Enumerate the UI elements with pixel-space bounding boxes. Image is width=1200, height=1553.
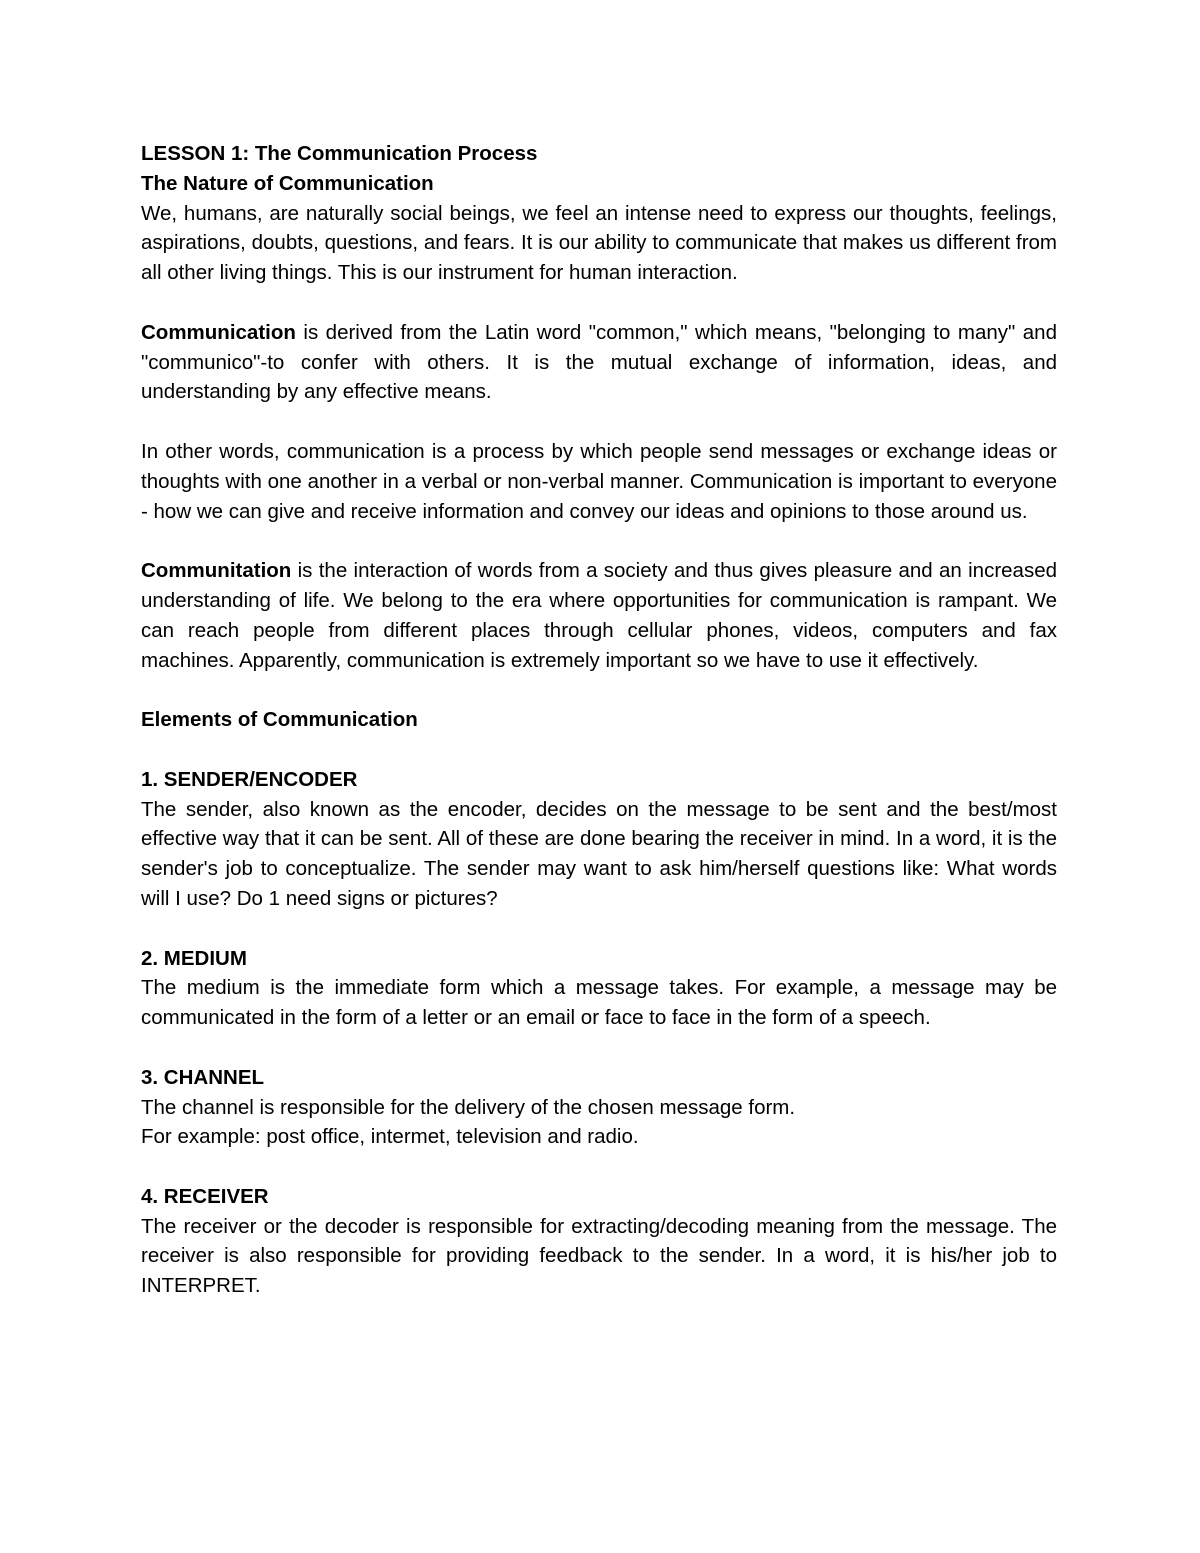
lesson-title: LESSON 1: The Communication Process xyxy=(141,142,538,165)
spacer xyxy=(141,914,1057,944)
paragraph-communication-definition xyxy=(141,318,1057,407)
element-title-receiver: 4. RECEIVER xyxy=(141,1184,269,1208)
spacer xyxy=(141,675,1057,705)
element-text-sender: The sender, also known as the encoder, decides on the message to be sent and the best/most effective way that it can be sent. All of these are done bearing the receiver in mind. In a word, it is the sender's job to conceptualize. The sender may want to ask him/herself questions like: What words will I use? Do 1 need signs or pictures? xyxy=(141,797,1057,910)
section-heading-elements: Elements of Communication xyxy=(141,708,418,732)
paragraph-other-words: In other words, communication is a process by which people send messages or exchange ideas or thoughts with one another in a verbal or non-verbal manner. Communication is important to everyone - how we can give and receive information and convey our ideas and opinions to those around us. xyxy=(141,439,1057,523)
term-communication: Communication xyxy=(141,320,296,344)
document-page xyxy=(141,139,1057,1301)
section-heading-nature: The Nature of Communication xyxy=(141,171,434,195)
spacer xyxy=(141,735,1057,765)
element-text-channel-example: For example: post office, intermet, television and radio. xyxy=(141,1125,639,1149)
spacer xyxy=(141,526,1057,556)
paragraph-nature: We, humans, are naturally social beings, we feel an intense need to express our thoughts, feelings, aspirations, doubts, questions, and fears. It is our ability to communicate that makes us different from all other living things. This is our instrument for human interaction. xyxy=(141,201,1057,285)
spacer xyxy=(141,1152,1057,1182)
element-title-medium: 2. MEDIUM xyxy=(141,946,247,970)
element-title-channel: 3. CHANNEL xyxy=(141,1065,265,1089)
spacer xyxy=(141,288,1057,318)
element-text-receiver: The receiver or the decoder is responsible for extracting/decoding meaning from the message. The receiver is also responsible for providing feedback to the sender. In a word, it is his/her job to INTERPRET. xyxy=(141,1214,1057,1298)
element-text-channel: The channel is responsible for the delivery of the chosen message form. xyxy=(141,1095,796,1119)
term-communitation: Communitation xyxy=(141,559,292,583)
spacer xyxy=(141,407,1057,437)
element-title-sender: 1. SENDER/ENCODER xyxy=(141,767,358,791)
definition-communitation-text: is the interaction of words from a society and thus gives pleasure and an increased understanding of life. We belong to the era where opportunities for communication is rampant. We can reach people from different places through cellular phones, videos, computers and fax machines. Apparently, communication is extremely important so we have to use it effectively. xyxy=(141,559,1057,672)
paragraph-communitation-definition xyxy=(141,556,1057,675)
element-text-medium: The medium is the immediate form which a message takes. For example, a message may be communicated in the form of a letter or an email or face to face in the form of a speech. xyxy=(141,976,1057,1030)
spacer xyxy=(141,1033,1057,1063)
definition-communication-text: is derived from the Latin word "common," which means, "belonging to many" and "communico"-to confer with others. It is the mutual exchange of information, ideas, and understanding by any effective means. xyxy=(141,320,1057,404)
